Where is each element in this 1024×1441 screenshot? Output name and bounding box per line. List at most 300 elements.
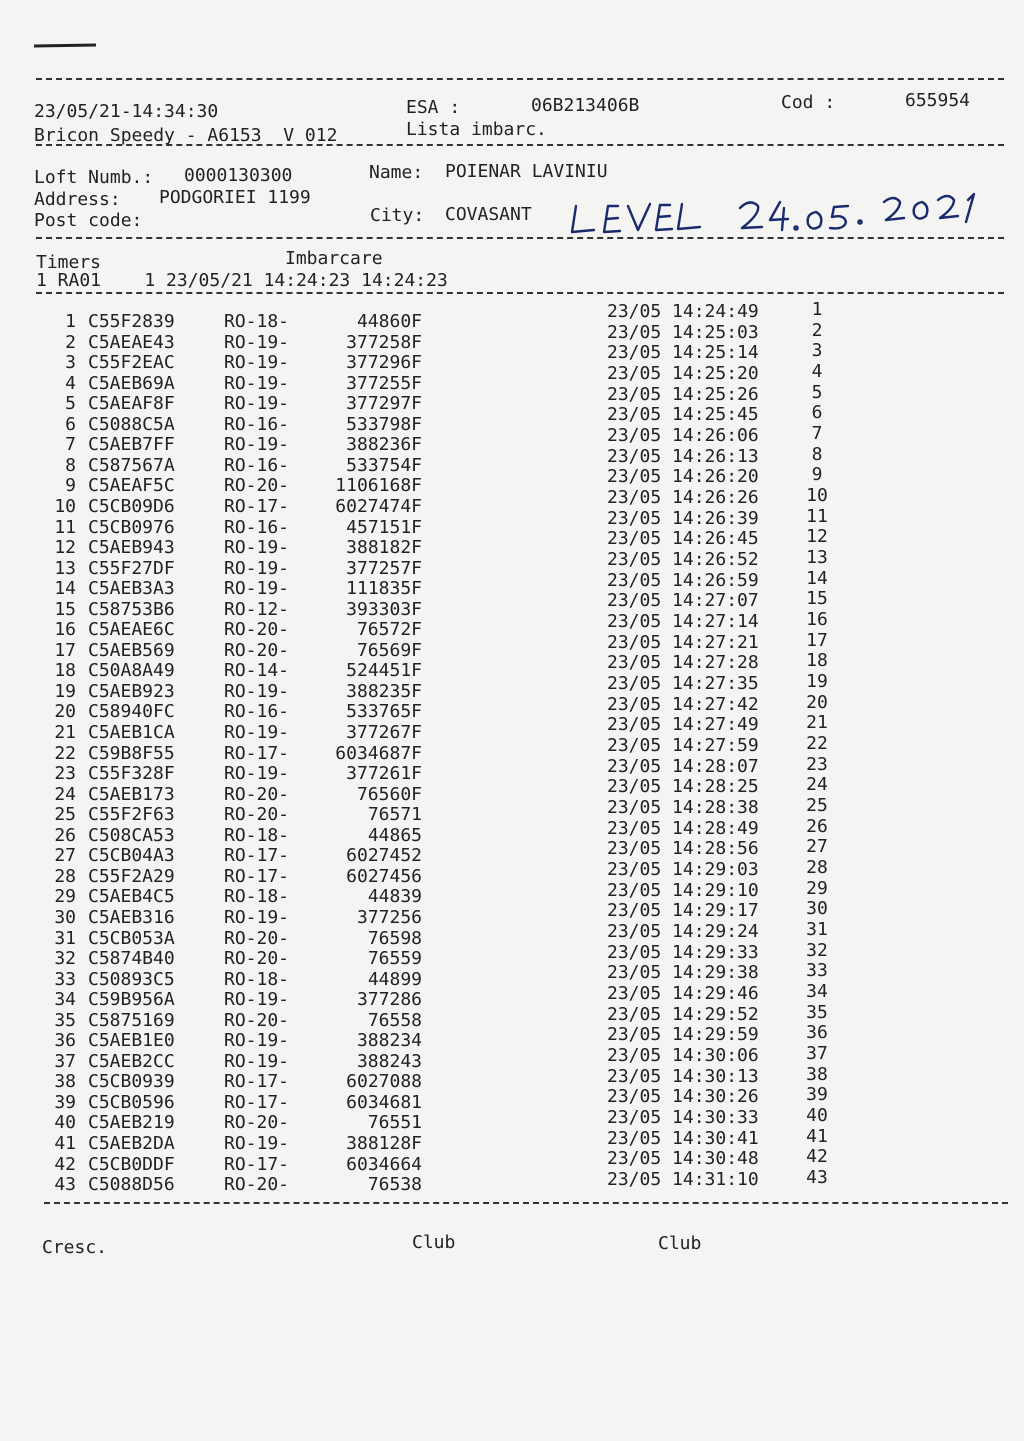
- basketing-time: 23/05 14:30:13: [607, 1065, 759, 1087]
- basketing-time: 23/05 14:24:49: [607, 301, 759, 322]
- cresc-label: Cresc.: [42, 1237, 108, 1258]
- ring-code: C5AEB219: [88, 1112, 175, 1134]
- table-row: [0, 960, 1024, 990]
- position-number: 27: [806, 836, 828, 858]
- basketing-time: 23/05 14:29:17: [607, 900, 759, 922]
- ring-code: C59B956A: [88, 989, 175, 1011]
- ring-number: 6027456: [346, 865, 422, 887]
- position-number: 24: [806, 774, 828, 796]
- ring-series: RO-19-: [224, 680, 290, 702]
- timer-row: 1 RA01 1 23/05/21 14:24:23 14:24:23: [36, 270, 448, 291]
- ring-series: RO-20-: [224, 927, 290, 949]
- basketing-time: 23/05 14:27:28: [607, 652, 759, 674]
- divider: [36, 292, 1004, 294]
- row-index: 8: [65, 454, 76, 476]
- row-index: 5: [65, 393, 76, 415]
- basketing-time: 23/05 14:26:59: [607, 569, 759, 591]
- ring-series: RO-17-: [224, 845, 290, 867]
- ring-code: C50A8A49: [88, 660, 175, 682]
- ring-series: RO-19-: [224, 722, 290, 743]
- position-number: 11: [806, 505, 828, 527]
- ring-number: 377261F: [346, 763, 422, 785]
- table-row: [0, 1001, 1024, 1031]
- position-number: 4: [811, 361, 823, 383]
- basketing-time: 23/05 14:30:33: [607, 1107, 759, 1129]
- basketing-time: 23/05 14:27:59: [607, 735, 759, 757]
- table-row: [0, 1167, 1024, 1196]
- position-number: 31: [806, 919, 828, 941]
- divider: [44, 1202, 1008, 1204]
- basketing-time: 23/05 14:29:38: [607, 962, 759, 984]
- basketing-time: 23/05 14:27:14: [607, 611, 759, 633]
- divider: [36, 78, 1004, 80]
- ring-series: RO-17-: [224, 865, 290, 887]
- ring-code: C5AEB923: [88, 680, 175, 702]
- basketing-time: 23/05 14:28:25: [607, 776, 759, 798]
- ring-series: RO-19-: [224, 557, 290, 579]
- cod-label: Cod :: [781, 92, 836, 113]
- table-row: [0, 299, 1024, 332]
- row-index: 9: [65, 475, 76, 497]
- position-number: 32: [806, 939, 828, 961]
- basketing-time: 23/05 14:28:38: [607, 797, 759, 819]
- ring-code: C5CB053A: [88, 927, 175, 949]
- ring-series: RO-19-: [224, 578, 290, 600]
- ring-code: C55F27DF: [88, 557, 175, 579]
- position-number: 26: [806, 815, 828, 837]
- row-index: 19: [54, 680, 76, 702]
- position-number: 1: [811, 299, 823, 320]
- ring-series: RO-19-: [224, 763, 290, 785]
- basketing-time: 23/05 14:29:46: [607, 983, 759, 1005]
- table-row: [0, 919, 1024, 949]
- ring-code: C5AEB943: [88, 537, 175, 559]
- basketing-time: 23/05 14:31:10: [607, 1169, 759, 1191]
- position-number: 25: [806, 795, 828, 817]
- ring-series: RO-20-: [224, 948, 290, 970]
- basketing-time: 23/05 14:28:07: [607, 755, 759, 777]
- ring-number: 1106168F: [335, 475, 422, 497]
- loft-number-value: 0000130300: [184, 165, 293, 186]
- ring-number: 388243: [356, 1050, 422, 1072]
- ring-number: 377286: [356, 989, 422, 1011]
- device-name: Bricon Speedy - A6153 V 012: [34, 125, 338, 146]
- ring-code: C55F2F63: [88, 804, 175, 826]
- ring-number: 6027474F: [335, 495, 422, 517]
- ring-number: 44839: [367, 886, 422, 908]
- ring-number: 76538: [367, 1174, 422, 1196]
- ring-code: C58940FC: [88, 701, 175, 723]
- ring-number: 44860F: [356, 311, 422, 332]
- ring-series: RO-19-: [224, 989, 290, 1011]
- row-index: 33: [54, 968, 76, 990]
- ring-code: C5CB0976: [88, 516, 175, 538]
- ring-number: 76598: [367, 927, 422, 949]
- position-number: 42: [806, 1146, 828, 1168]
- position-number: 35: [806, 1001, 828, 1023]
- row-index: 26: [54, 824, 76, 846]
- ring-code: C5AEAE6C: [88, 619, 175, 641]
- basketing-time: 23/05 14:29:52: [607, 1003, 759, 1025]
- table-row: [0, 1146, 1024, 1175]
- ring-number: 44899: [367, 968, 422, 990]
- basketing-time: 23/05 14:30:06: [607, 1045, 759, 1067]
- basketing-time: 23/05 14:26:26: [607, 487, 759, 509]
- ring-number: 388128F: [346, 1133, 422, 1154]
- ring-series: RO-16-: [224, 701, 290, 723]
- ring-series: RO-20-: [224, 804, 290, 826]
- print-datetime: 23/05/21-14:34:30: [34, 101, 219, 122]
- position-number: 28: [806, 857, 828, 879]
- ring-series: RO-19-: [224, 393, 290, 415]
- ring-number: 76569F: [356, 639, 422, 661]
- row-index: 36: [54, 1030, 76, 1052]
- ring-code: C5AEB2CC: [88, 1050, 175, 1072]
- row-index: 32: [54, 948, 76, 970]
- ring-number: 377257F: [346, 557, 422, 579]
- ring-series: RO-16-: [224, 454, 290, 476]
- row-index: 3: [65, 352, 76, 374]
- position-number: 29: [806, 877, 828, 899]
- table-row: [0, 898, 1024, 928]
- basketing-time: 23/05 14:27:35: [607, 673, 759, 695]
- ring-series: RO-12-: [224, 598, 290, 620]
- basketing-time: 23/05 14:26:13: [607, 445, 759, 467]
- basketing-time: 23/05 14:25:20: [607, 363, 759, 385]
- position-number: 37: [806, 1043, 828, 1065]
- row-index: 14: [54, 578, 76, 600]
- table-row: [0, 981, 1024, 1011]
- ring-code: C50893C5: [88, 968, 175, 990]
- table-row: [0, 733, 1024, 764]
- basketing-time: 23/05 14:26:52: [607, 549, 759, 571]
- ring-number: 393303F: [346, 598, 422, 620]
- ring-series: RO-19-: [224, 1133, 290, 1154]
- row-index: 15: [54, 598, 76, 620]
- ring-number: 76572F: [356, 619, 422, 641]
- timers-label: Timers: [36, 252, 102, 273]
- ring-code: C5088C5A: [88, 413, 175, 435]
- name-value: POIENAR LAVINIU: [445, 161, 608, 182]
- basketing-time: 23/05 14:28:56: [607, 838, 759, 860]
- position-number: 36: [806, 1022, 828, 1044]
- ring-number: 524451F: [346, 660, 422, 682]
- ring-series: RO-20-: [224, 475, 290, 497]
- ring-series: RO-20-: [224, 1174, 290, 1196]
- address-label: Address:: [34, 189, 121, 210]
- basketing-time: 23/05 14:29:59: [607, 1024, 759, 1046]
- ring-number: 76551: [367, 1112, 422, 1134]
- ring-number: 377256: [356, 906, 422, 928]
- position-number: 40: [806, 1105, 828, 1127]
- ring-number: 6027088: [346, 1071, 422, 1093]
- row-index: 13: [54, 557, 76, 579]
- ring-series: RO-19-: [224, 352, 290, 374]
- position-number: 6: [811, 402, 823, 424]
- position-number: 14: [806, 567, 828, 589]
- ring-series: RO-16-: [224, 516, 290, 538]
- row-index: 16: [54, 619, 76, 641]
- position-number: 33: [806, 960, 828, 982]
- ring-code: C5AEB4C5: [88, 886, 175, 908]
- position-number: 41: [806, 1125, 828, 1147]
- row-index: 35: [54, 1009, 76, 1031]
- ring-series: RO-18-: [224, 311, 290, 332]
- ring-code: C5874B40: [88, 948, 175, 970]
- basketing-time: 23/05 14:29:10: [607, 879, 759, 901]
- position-number: 12: [806, 526, 828, 548]
- position-number: 43: [806, 1167, 828, 1189]
- position-number: 17: [806, 629, 828, 651]
- ring-series: RO-20-: [224, 783, 290, 805]
- ring-series: RO-17-: [224, 495, 290, 517]
- position-number: 39: [806, 1084, 828, 1106]
- name-label: Name:: [369, 162, 424, 183]
- position-number: 19: [806, 671, 828, 693]
- position-number: 30: [806, 898, 828, 920]
- ring-code: C5AEB173: [88, 783, 175, 805]
- ring-series: RO-19-: [224, 537, 290, 559]
- esa-label: ESA :: [406, 97, 461, 118]
- table-row: [0, 939, 1024, 970]
- ring-code: C5AEB7FF: [88, 434, 175, 456]
- table-row: [0, 1125, 1024, 1154]
- cod-value: 655954: [905, 90, 971, 111]
- ring-number: 388234: [356, 1030, 422, 1052]
- ring-series: RO-20-: [224, 639, 290, 661]
- ring-series: RO-17-: [224, 742, 290, 764]
- divider: [36, 144, 1004, 146]
- row-index: 38: [54, 1071, 76, 1093]
- position-number: 34: [806, 981, 828, 1003]
- ring-code: C5AEAF8F: [88, 393, 175, 415]
- basketing-time: 23/05 14:27:21: [607, 631, 759, 653]
- ring-code: C5AEB3A3: [88, 578, 175, 600]
- ring-series: RO-18-: [224, 824, 290, 846]
- position-number: 10: [806, 485, 828, 507]
- position-number: 3: [811, 340, 823, 362]
- position-number: 5: [811, 381, 823, 403]
- position-number: 22: [806, 733, 828, 755]
- row-index: 41: [54, 1133, 76, 1154]
- table-row: [0, 1063, 1024, 1093]
- row-index: 21: [54, 722, 76, 743]
- basketing-time: 23/05 14:29:33: [607, 941, 759, 963]
- ring-number: 457151F: [346, 516, 422, 538]
- ring-number: 377258F: [346, 331, 422, 353]
- ring-code: C5CB04A3: [88, 845, 175, 867]
- row-index: 27: [54, 845, 76, 867]
- ring-series: RO-19-: [224, 372, 290, 394]
- ring-number: 377296F: [346, 352, 422, 374]
- ring-series: RO-17-: [224, 1071, 290, 1093]
- ring-number: 76560F: [356, 783, 422, 805]
- handwritten-level-date: [566, 188, 986, 240]
- ring-code: C5CB0939: [88, 1071, 175, 1093]
- ring-code: C55F328F: [88, 763, 175, 785]
- basketing-time: 23/05 14:30:48: [607, 1148, 759, 1170]
- position-number: 8: [811, 443, 823, 465]
- ring-code: C55F2EAC: [88, 352, 175, 374]
- position-number: 23: [806, 753, 828, 775]
- row-index: 24: [54, 783, 76, 805]
- basketing-time: 23/05 14:25:26: [607, 383, 759, 405]
- ring-series: RO-20-: [224, 1112, 290, 1134]
- ring-number: 44865: [367, 824, 422, 846]
- table-row: [0, 857, 1024, 887]
- position-number: 13: [806, 547, 828, 569]
- ring-series: RO-16-: [224, 413, 290, 435]
- basketing-time: 23/05 14:28:49: [607, 817, 759, 839]
- row-index: 12: [54, 537, 76, 559]
- row-index: 29: [54, 886, 76, 908]
- row-index: 2: [65, 331, 76, 353]
- row-index: 31: [54, 927, 76, 949]
- ring-number: 533754F: [346, 454, 422, 476]
- position-number: 38: [806, 1063, 828, 1085]
- club-label-1: Club: [412, 1232, 456, 1253]
- city-value: COVASANT: [445, 204, 532, 225]
- post-code-label: Post code:: [34, 210, 143, 231]
- position-number: 2: [811, 319, 823, 341]
- club-label-2: Club: [658, 1233, 702, 1254]
- row-index: 6: [65, 413, 76, 435]
- ring-series: RO-17-: [224, 1091, 290, 1113]
- row-index: 22: [54, 742, 76, 764]
- row-index: 37: [54, 1050, 76, 1072]
- ring-number: 111835F: [346, 578, 422, 600]
- row-index: 7: [65, 434, 76, 456]
- ring-series: RO-18-: [224, 886, 290, 908]
- ring-number: 388182F: [346, 537, 422, 559]
- ring-code: C5AEB2DA: [88, 1133, 175, 1154]
- pen-mark: [34, 43, 96, 47]
- row-index: 39: [54, 1091, 76, 1113]
- row-index: 20: [54, 701, 76, 723]
- ring-code: C5CB0DDF: [88, 1153, 175, 1175]
- basketing-time: 23/05 14:27:42: [607, 693, 759, 715]
- table-row: [0, 877, 1024, 908]
- row-index: 30: [54, 906, 76, 928]
- ring-series: RO-20-: [224, 1009, 290, 1031]
- ring-code: C5AEB569: [88, 639, 175, 661]
- position-number: 21: [806, 712, 828, 734]
- ring-code: C5AEB1E0: [88, 1030, 175, 1052]
- row-index: 11: [54, 516, 76, 538]
- ring-series: RO-19-: [224, 331, 290, 353]
- basketing-time: 23/05 14:25:14: [607, 342, 759, 364]
- ring-code: C5CB09D6: [88, 495, 175, 517]
- ring-code: C55F2A29: [88, 865, 175, 887]
- ring-number: 388236F: [346, 434, 422, 456]
- basketing-time: 23/05 14:26:39: [607, 507, 759, 529]
- row-index: 43: [54, 1174, 76, 1196]
- position-number: 15: [806, 588, 828, 610]
- row-index: 42: [54, 1153, 76, 1175]
- table-row: [0, 836, 1024, 867]
- row-index: 10: [54, 495, 76, 517]
- city-label: City:: [370, 205, 425, 226]
- table-row: [0, 1084, 1024, 1113]
- ring-code: C5CB0596: [88, 1091, 175, 1113]
- basketing-time: 23/05 14:25:45: [607, 404, 759, 426]
- ring-series: RO-18-: [224, 968, 290, 990]
- ring-number: 76558: [367, 1009, 422, 1031]
- ring-number: 377255F: [346, 372, 422, 394]
- basketing-time: 23/05 14:29:03: [607, 859, 759, 881]
- row-index: 40: [54, 1112, 76, 1134]
- basketing-time: 23/05 14:25:03: [607, 321, 759, 343]
- row-index: 23: [54, 763, 76, 785]
- table-row: [0, 1043, 1024, 1072]
- ring-code: C5AEB316: [88, 906, 175, 928]
- ring-code: C5875169: [88, 1009, 175, 1031]
- basketing-time: 23/05 14:30:41: [607, 1127, 759, 1149]
- table-row: [0, 1022, 1024, 1052]
- ring-series: RO-17-: [224, 1153, 290, 1175]
- basketing-time: 23/05 14:27:07: [607, 590, 759, 612]
- ring-code: C58753B6: [88, 598, 175, 620]
- ring-series: RO-19-: [224, 906, 290, 928]
- ring-number: 6034664: [346, 1153, 422, 1175]
- address-value: PODGORIEI 1199: [159, 187, 311, 208]
- table-row: [0, 1105, 1024, 1134]
- position-number: 9: [811, 464, 823, 486]
- ring-code: C587567A: [88, 454, 175, 476]
- ring-number: 533798F: [346, 413, 422, 435]
- ring-number: 377267F: [346, 722, 422, 743]
- ring-number: 6034687F: [335, 742, 422, 764]
- basketing-time: 23/05 14:26:20: [607, 466, 759, 488]
- row-index: 34: [54, 989, 76, 1011]
- ring-series: RO-14-: [224, 660, 290, 682]
- position-number: 16: [806, 609, 828, 631]
- ring-number: 6027452: [346, 845, 422, 867]
- row-index: 1: [65, 311, 76, 332]
- row-index: 28: [54, 865, 76, 887]
- row-index: 18: [54, 660, 76, 682]
- ring-code: C5AEB1CA: [88, 722, 175, 743]
- position-number: 18: [806, 650, 828, 672]
- ring-number: 533765F: [346, 701, 422, 723]
- ring-number: 388235F: [346, 680, 422, 702]
- ring-code: C55F2839: [88, 311, 175, 332]
- ring-code: C59B8F55: [88, 742, 175, 764]
- ring-number: 6034681: [346, 1091, 422, 1113]
- basketing-time: 23/05 14:26:06: [607, 425, 759, 447]
- divider: [36, 237, 1004, 239]
- imbarcare-label: Imbarcare: [285, 248, 383, 269]
- row-index: 25: [54, 804, 76, 826]
- basketing-time: 23/05 14:29:24: [607, 921, 759, 943]
- ring-code: C5AEB69A: [88, 372, 175, 394]
- ring-number: 76559: [367, 948, 422, 970]
- row-index: 17: [54, 639, 76, 661]
- row-index: 4: [65, 372, 76, 394]
- ring-series: RO-19-: [224, 434, 290, 456]
- basketing-time: 23/05 14:27:49: [607, 714, 759, 736]
- esa-value: 06B213406B: [531, 95, 640, 116]
- basketing-time: 23/05 14:30:26: [607, 1086, 759, 1108]
- ring-number: 377297F: [346, 393, 422, 415]
- basketing-time: 23/05 14:26:45: [607, 528, 759, 550]
- ring-number: 76571: [367, 804, 422, 826]
- position-number: 7: [811, 423, 823, 445]
- ring-series: RO-20-: [224, 619, 290, 641]
- position-number: 20: [806, 691, 828, 713]
- loft-number-label: Loft Numb.:: [34, 167, 154, 188]
- ring-series: RO-19-: [224, 1030, 290, 1052]
